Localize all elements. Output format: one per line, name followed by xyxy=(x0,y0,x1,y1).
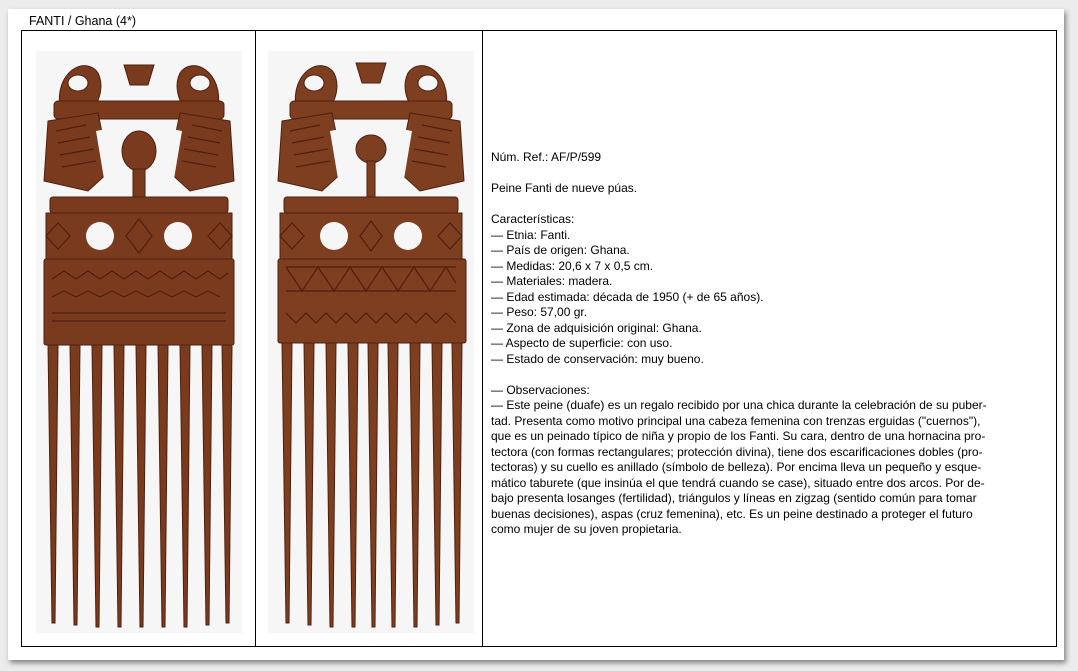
comb-photo-back xyxy=(268,51,474,633)
feature-item: — Aspecto de superficie: con uso. xyxy=(491,336,673,350)
document-page xyxy=(8,9,1064,660)
observations-title: — Observaciones: xyxy=(491,382,590,397)
feature-item: — Edad estimada: década de 1950 (+ de 65 años). xyxy=(491,289,764,304)
observations-line: tad. Presenta como motivo principal una cabeza femenina con trenzas erguidas ("cuernos"), xyxy=(491,413,981,428)
reference-number: Núm. Ref.: AF/P/599 xyxy=(491,150,602,164)
observations-line: tectoras) y su cuello es anillado (símbolo de belleza). Por encima lleva un pequeño y esque- xyxy=(491,460,982,474)
observations-line: buenas decisiones), aspas (cruz femenina), etc. Es un peine destinado a proteger el futuro xyxy=(491,506,973,521)
column-divider xyxy=(482,31,483,646)
feature-item: — Estado de conservación: muy bueno. xyxy=(491,351,704,366)
feature-item: — País de origen: Ghana. xyxy=(491,243,630,257)
comb-photo-front xyxy=(36,51,242,633)
observations-line: mático taburete (que insinúa el que tendrá cuando se case), situado entre dos arcos. Por de- xyxy=(491,475,985,490)
feature-item: — Materiales: madera. xyxy=(491,274,613,288)
feature-item: — Etnia: Fanti. xyxy=(491,227,571,242)
observations-line: que es un peinado típico de niña y propio de los Fanti. Su cara, dentro de una hornacina pro- xyxy=(491,429,986,443)
observations-line: como mujer de su joven propietaria. xyxy=(491,522,682,536)
observations-line: bajo presenta losanges (fertilidad), triángulos y líneas en zigzag (sentido común para tomar xyxy=(491,491,977,505)
features-title: Características: xyxy=(491,212,575,226)
feature-item: — Peso: 57,00 gr. xyxy=(491,305,588,319)
column-divider xyxy=(255,31,256,646)
item-name: Peine Fanti de nueve púas. xyxy=(491,181,638,195)
catalog-table xyxy=(21,30,1057,647)
page-title: FANTI / Ghana (4*) xyxy=(29,14,136,28)
feature-item: — Medidas: 20,6 x 7 x 0,5 cm. xyxy=(491,258,654,273)
description-text xyxy=(491,150,1036,538)
feature-item: — Zona de adquisición original: Ghana. xyxy=(491,320,702,335)
observations-line: tectora (con formas rectangulares; protección divina), tiene dos escarificaciones dobles (pro- xyxy=(491,444,983,459)
observations-line: — Este peine (duafe) es un regalo recibido por una chica durante la celebración de su puber- xyxy=(491,398,987,412)
